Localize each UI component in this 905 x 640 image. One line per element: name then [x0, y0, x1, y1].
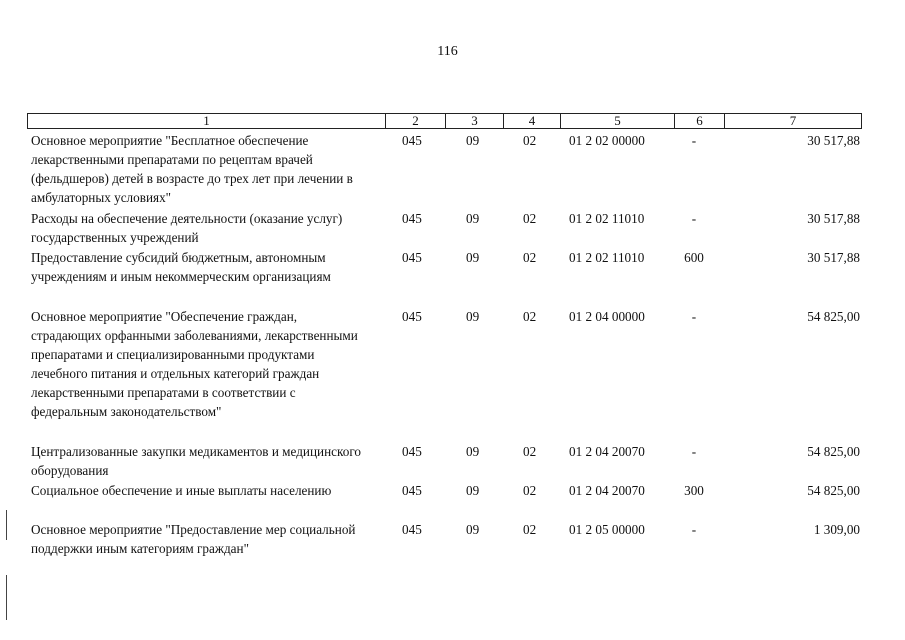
- row-code: 045: [402, 211, 422, 226]
- row-subsection: 02: [523, 483, 537, 498]
- row-code: 045: [402, 444, 422, 459]
- row-sum: 54 825,00: [807, 444, 860, 459]
- row-code: 045: [402, 522, 422, 537]
- row-section: 09: [466, 444, 480, 459]
- header-col-6: 6: [675, 114, 725, 128]
- row-section: 09: [466, 250, 480, 265]
- row-subsection: 02: [523, 444, 537, 459]
- row-section: 09: [466, 133, 480, 148]
- table-header: [27, 113, 862, 129]
- row-type: -: [691, 133, 697, 148]
- scan-edge-line: [6, 510, 7, 540]
- header-col-2: 2: [386, 114, 446, 128]
- row-name: Предоставление субсидий бюджетным, автономным учреждениям и иным некоммерческим организациям: [31, 250, 331, 284]
- row-name: Централизованные закупки медикаментов и медицинского оборудования: [31, 444, 362, 478]
- row-name: Расходы на обеспечение деятельности (оказание услуг) государственных учреждений: [31, 211, 343, 245]
- row-type: 600: [684, 250, 704, 265]
- row-target: 01 2 02 11010: [569, 250, 645, 265]
- scan-edge-line: [6, 575, 7, 620]
- row-subsection: 02: [523, 250, 537, 265]
- row-sum: 30 517,88: [807, 211, 860, 226]
- row-target: 01 2 04 00000: [569, 309, 645, 324]
- row-target: 01 2 04 20070: [569, 444, 645, 459]
- row-sum: 30 517,88: [807, 250, 860, 265]
- row-type: -: [691, 444, 697, 459]
- row-section: 09: [466, 309, 480, 324]
- row-code: 045: [402, 309, 422, 324]
- row-type: -: [691, 522, 697, 537]
- row-target: 01 2 05 00000: [569, 522, 645, 537]
- row-name: Социальное обеспечение и иные выплаты населению: [31, 483, 332, 498]
- row-target: 01 2 02 11010: [569, 211, 645, 226]
- row-section: 09: [466, 522, 480, 537]
- row-name: Основное мероприятие "Предоставление мер социальной поддержки иным категориям граждан": [31, 522, 356, 556]
- row-type: -: [691, 211, 697, 226]
- row-target: 01 2 04 20070: [569, 483, 645, 498]
- row-type: 300: [684, 483, 704, 498]
- row-sum: 54 825,00: [807, 483, 860, 498]
- row-section: 09: [466, 211, 480, 226]
- row-target: 01 2 02 00000: [569, 133, 645, 148]
- row-sum: 1 309,00: [813, 522, 860, 537]
- row-name: Основное мероприятие "Бесплатное обеспечение лекарственными препаратами по рецептам врачей (фельдшеров) детей в возрасте до трех лет при лечении в амбулаторных условиях": [31, 133, 353, 205]
- row-subsection: 02: [523, 522, 537, 537]
- row-sum: 54 825,00: [807, 309, 860, 324]
- page-number: 116: [437, 44, 458, 59]
- header-col-5: 5: [561, 114, 675, 128]
- header-col-4: 4: [504, 114, 561, 128]
- row-subsection: 02: [523, 309, 537, 324]
- header-col-3: 3: [446, 114, 504, 128]
- row-code: 045: [402, 483, 422, 498]
- row-name: Основное мероприятие "Обеспечение граждан, страдающих орфанными заболеваниями, лекарственными препаратами и специализированными продуктами лечебного питания и отдельных категорий граждан лекарственными препаратами в соответствии с федеральным законодательством": [31, 309, 358, 419]
- row-section: 09: [466, 483, 480, 498]
- row-subsection: 02: [523, 133, 537, 148]
- row-sum: 30 517,88: [807, 133, 860, 148]
- header-col-1: 1: [28, 114, 386, 128]
- row-code: 045: [402, 133, 422, 148]
- row-type: -: [691, 309, 697, 324]
- row-subsection: 02: [523, 211, 537, 226]
- row-code: 045: [402, 250, 422, 265]
- header-col-7: 7: [789, 113, 797, 128]
